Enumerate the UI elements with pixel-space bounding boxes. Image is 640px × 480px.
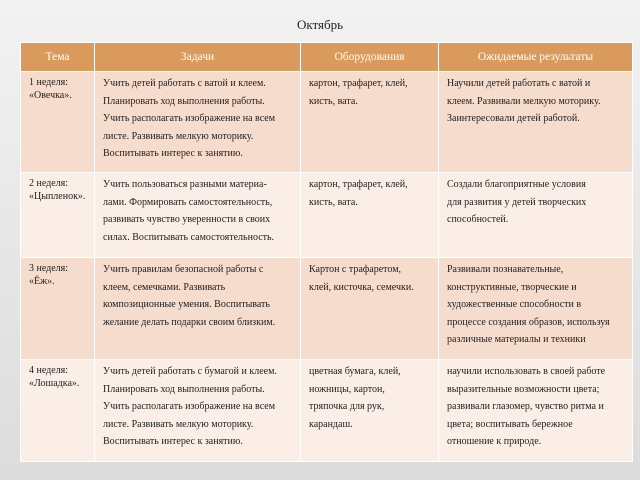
cell-equipment <box>301 72 439 173</box>
header-results: Ожидаемые результаты <box>439 43 633 72</box>
cell-line: клей, кисточка, семечки. <box>309 281 414 293</box>
cell-results <box>439 72 633 173</box>
cell-equipment <box>301 360 439 462</box>
cell-line: карандаш. <box>309 418 353 430</box>
cell-line: «Ёж». <box>29 276 55 287</box>
cell-line: «Лошадка». <box>29 378 80 389</box>
table-row <box>21 360 633 462</box>
cell-results <box>439 360 633 462</box>
cell-line: развивать чувство уверенности в своих <box>103 214 271 225</box>
cell-line: различные материалы и техники <box>447 334 586 345</box>
cell-line: Учить пользоваться разными материа- <box>103 179 267 190</box>
cell-theme <box>21 258 95 360</box>
cell-line: цветная бумага, клей, <box>309 366 401 377</box>
cell-line: Создали благоприятные условия <box>447 179 586 190</box>
cell-line: Воспитывать интерес к занятию. <box>103 148 243 159</box>
cell-line: желание делать подарки своим близким. <box>103 316 276 328</box>
cell-line: Учить правилам безопасной работы с <box>103 264 264 275</box>
cell-line: Учить детей работать с ватой и клеем. <box>103 78 266 89</box>
cell-line: 1 неделя: <box>29 77 69 88</box>
cell-theme <box>21 72 95 173</box>
cell-theme <box>21 173 95 258</box>
cell-results <box>439 173 633 258</box>
page-title: Октябрь <box>296 17 344 32</box>
cell-line: способностей. <box>447 214 509 225</box>
cell-line: клеем, семечками. Развивать <box>103 281 226 293</box>
cell-line: «Цыпленок». <box>29 191 86 202</box>
cell-line: художественные способности в <box>447 299 582 310</box>
cell-line: картон, трафарет, клей, <box>309 179 408 190</box>
cell-tasks <box>95 72 301 173</box>
table-row <box>21 173 633 258</box>
cell-results <box>439 258 633 360</box>
cell-line: Планировать ход выполнения работы. <box>103 383 265 395</box>
cell-line: «Овечка». <box>29 90 72 101</box>
cell-line: тряпочка для рук, <box>309 401 385 412</box>
cell-line: выразительные возможности цвета; <box>447 383 600 395</box>
cell-line: Планировать ход выполнения работы. <box>103 95 265 107</box>
cell-line: кисть, вата. <box>309 196 358 208</box>
cell-line: Картон с трафаретом, <box>309 264 402 275</box>
cell-line: Учить располагать изображение на всем <box>103 401 276 412</box>
cell-line: отношение к природе. <box>447 436 542 447</box>
cell-line: кисть, вата. <box>309 95 358 107</box>
cell-line: конструктивные, творческие и <box>447 281 577 293</box>
plan-table <box>20 42 633 462</box>
cell-line: Научили детей работать с ватой и <box>447 78 591 89</box>
cell-line: 2 неделя: <box>29 178 69 189</box>
cell-line: Заинтересовали детей работой. <box>447 113 580 124</box>
cell-line: цвета; воспитывать бережное <box>447 418 573 430</box>
cell-equipment <box>301 173 439 258</box>
cell-line: научили использовать в своей работе <box>447 366 606 377</box>
cell-line: клеем. Развивали мелкую моторику. <box>447 95 601 107</box>
cell-line: композиционные умения. Воспитывать <box>103 299 270 310</box>
cell-tasks <box>95 258 301 360</box>
cell-line: силах. Воспитывать самостоятельность. <box>103 231 275 243</box>
cell-line: развивали глазомер, чувство ритма и <box>447 401 604 412</box>
cell-line: 4 неделя: <box>29 365 69 376</box>
cell-line: ножницы, картон, <box>309 383 385 395</box>
cell-line: Учить располагать изображение на всем <box>103 113 276 124</box>
table-header-row <box>21 43 633 72</box>
cell-line: процессе создания образов, используя <box>447 316 610 328</box>
cell-line: Учить детей работать с бумагой и клеем. <box>103 366 277 377</box>
cell-line: картон, трафарет, клей, <box>309 78 408 89</box>
cell-tasks <box>95 360 301 462</box>
cell-theme <box>21 360 95 462</box>
cell-equipment <box>301 258 439 360</box>
cell-line: лами. Формировать самостоятельность, <box>103 196 273 208</box>
cell-line: для развития у детей творческих <box>447 196 587 208</box>
cell-line: Развивали познавательные, <box>447 264 564 275</box>
cell-line: листе. Развивать мелкую моторику. <box>103 130 254 142</box>
cell-line: 3 неделя: <box>29 263 69 274</box>
cell-line: листе. Развивать мелкую моторику. <box>103 418 254 430</box>
header-tasks: Задачи <box>95 43 301 72</box>
header-theme: Тема <box>21 43 95 72</box>
cell-tasks <box>95 173 301 258</box>
cell-line: Воспитывать интерес к занятию. <box>103 436 243 447</box>
header-equipment: Оборудования <box>301 43 439 72</box>
table-row <box>21 72 633 173</box>
table-row <box>21 258 633 360</box>
